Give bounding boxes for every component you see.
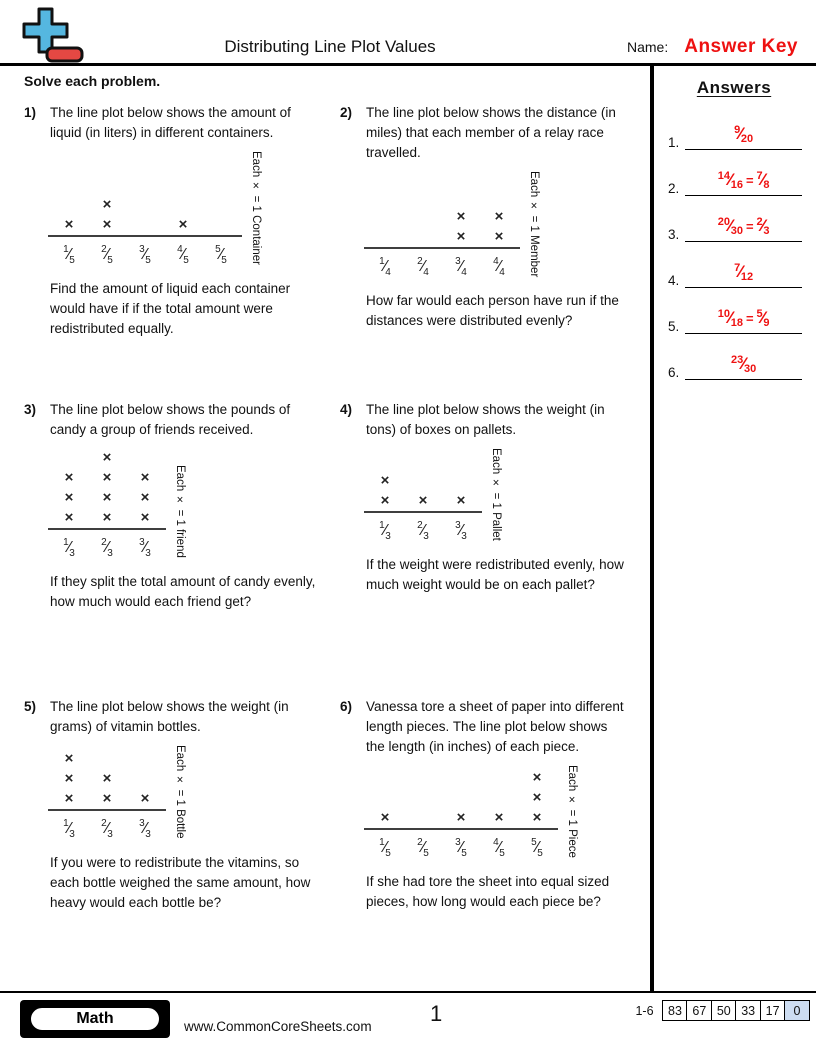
tick-label: $^4⁄_5$ [177, 243, 189, 266]
score-cell: 83 [662, 1000, 688, 1021]
header [0, 0, 816, 66]
problem-number: 1) [24, 105, 37, 120]
line-plot [366, 448, 644, 541]
x-mark: × [64, 769, 74, 787]
score-cells [664, 1000, 810, 1021]
page-title: Distributing Line Plot Values [224, 37, 436, 56]
answer-number: 3. [668, 227, 680, 242]
problem [24, 103, 328, 400]
problem [340, 103, 644, 400]
problem-number: 5) [24, 699, 37, 714]
plot-column [88, 769, 126, 809]
tick-label: $^3⁄_3$ [139, 817, 151, 840]
score-range-label: 1-6 [635, 1003, 654, 1018]
plot-column [366, 471, 404, 511]
line-plot [366, 171, 644, 277]
plot-key-label: Each × = 1 friend [174, 465, 186, 558]
tick-label: $^2⁄_3$ [417, 519, 429, 542]
answer-number: 1. [668, 135, 680, 150]
answer-row [668, 260, 802, 288]
answer-number: 2. [668, 181, 680, 196]
plot-tick-labels [366, 249, 518, 277]
equals-sign: = [745, 219, 754, 234]
x-mark: × [494, 208, 504, 226]
problem-text: The line plot below shows the pounds of candy a group of friends received. [50, 402, 291, 437]
score-cell: 67 [686, 1000, 712, 1021]
problem-text: The line plot below shows the weight (in tons) of boxes on pallets. [366, 402, 605, 437]
answer-blank [685, 306, 802, 334]
problem-statement [24, 103, 328, 143]
x-mark: × [380, 491, 390, 509]
x-mark: × [102, 469, 112, 486]
plot-column [50, 468, 88, 528]
line-plot [366, 765, 644, 858]
answers-column [654, 66, 816, 991]
x-mark: × [64, 489, 74, 506]
answer-row [668, 352, 802, 380]
problem [24, 400, 328, 697]
x-mark: × [102, 489, 112, 506]
x-mark: × [456, 808, 466, 826]
plot-tick-labels [50, 530, 164, 558]
problem-statement [24, 697, 328, 737]
x-mark: × [64, 789, 74, 807]
x-mark: × [102, 789, 112, 807]
problem-question: Find the amount of liquid each container would have if if the total amount were redistributed equally. [50, 280, 291, 336]
line-plot-core [366, 471, 480, 541]
tick-label: $^3⁄_3$ [455, 519, 467, 542]
plot-column [518, 768, 556, 828]
answer-row [668, 214, 802, 242]
problem-question: If she had tore the sheet into equal sized pieces, how long would each piece be? [366, 873, 610, 909]
plot-stacks [50, 448, 164, 528]
answer-fraction: $^5⁄_9$ [756, 308, 770, 329]
line-plot-core [50, 749, 164, 839]
answer-blank [685, 214, 802, 242]
plot-key-label: Each × = 1 Piece [566, 765, 578, 858]
problem-question: How far would each person have run if the distances were distributed evenly? [366, 293, 619, 329]
problem [24, 697, 328, 994]
answers-heading: Answers [696, 78, 772, 97]
plot-stacks [366, 207, 518, 247]
x-mark: × [140, 509, 150, 526]
tick-label: $^2⁄_5$ [101, 243, 113, 266]
plus-icon [24, 9, 67, 52]
footer [0, 991, 816, 1053]
problem-number: 2) [340, 105, 353, 120]
plot-column [442, 491, 480, 511]
tick-label: $^2⁄_5$ [417, 836, 429, 859]
x-mark: × [102, 509, 112, 526]
score-cell: 33 [735, 1000, 761, 1021]
tick-label: $^2⁄_4$ [417, 256, 429, 279]
answer-fraction: $^{23}⁄_{30}$ [731, 354, 757, 375]
plot-column [88, 448, 126, 528]
answer-fraction: $^7⁄_{12}$ [734, 262, 754, 283]
plot-column [50, 749, 88, 809]
x-mark: × [140, 469, 150, 486]
problem [340, 697, 644, 994]
answer-key-label: Answer Key [684, 36, 798, 57]
x-mark: × [178, 215, 188, 233]
problem-question: If they split the total amount of candy evenly, how much would each friend get? [50, 574, 316, 609]
plot-stacks [366, 768, 556, 828]
score-cell: 50 [711, 1000, 737, 1021]
problem-question: If you were to redistribute the vitamins, so each bottle weighed the same amount, how heavy would each bottle be? [50, 854, 311, 910]
problem-statement [340, 103, 644, 163]
plot-column [404, 491, 442, 511]
name-block [627, 36, 798, 58]
answer-fraction: $^{10}⁄_{18}$ [717, 308, 743, 329]
line-plot [50, 151, 328, 265]
x-mark: × [102, 769, 112, 787]
problem-text: The line plot below shows the distance (in miles) that each member of a relay race travelled. [366, 105, 616, 160]
instructions: Solve each problem. [24, 73, 161, 89]
plot-column [50, 215, 88, 235]
x-mark: × [380, 471, 390, 489]
answer-row [668, 122, 802, 150]
problem-text: The line plot below shows the amount of liquid (in liters) in different containers. [50, 105, 291, 140]
problem-question: If the weight were redistributed evenly, how much weight would be on each pallet? [366, 556, 624, 592]
body [0, 66, 816, 991]
x-mark: × [102, 195, 112, 213]
tick-label: $^1⁄_5$ [379, 836, 391, 859]
problem-number: 6) [340, 699, 353, 714]
x-mark: × [456, 228, 466, 246]
x-mark: × [64, 749, 74, 767]
answer-blank [685, 168, 802, 196]
equals-sign: = [745, 311, 754, 326]
problem-statement [340, 400, 644, 440]
problem-number: 4) [340, 402, 353, 417]
problems-grid [24, 103, 644, 994]
x-mark: × [418, 491, 428, 509]
x-mark: × [380, 808, 390, 826]
tick-label: $^1⁄_3$ [63, 817, 75, 840]
plot-column [480, 808, 518, 828]
answer-fraction: $^9⁄_{20}$ [734, 124, 754, 145]
x-mark: × [64, 509, 74, 526]
x-mark: × [64, 215, 74, 233]
plot-column [164, 215, 202, 235]
answer-fraction: $^7⁄_8$ [756, 170, 770, 191]
subject-label: Math [29, 1006, 161, 1032]
plot-column [126, 789, 164, 809]
x-mark: × [532, 768, 542, 786]
page-number: 1 [430, 1001, 443, 1026]
answer-row [668, 168, 802, 196]
plot-tick-labels [366, 830, 556, 858]
x-mark: × [494, 808, 504, 826]
plot-tick-labels [50, 811, 164, 839]
tick-label: $^4⁄_5$ [493, 836, 505, 859]
x-mark: × [456, 208, 466, 226]
score-cell: 0 [784, 1000, 810, 1021]
plot-key-label: Each × = 1 Pallet [490, 448, 502, 541]
plot-key-label: Each × = 1 Container [250, 151, 262, 265]
plot-column [442, 808, 480, 828]
tick-label: $^2⁄_3$ [101, 817, 113, 840]
answer-number: 4. [668, 273, 680, 288]
name-label: Name: [626, 39, 669, 55]
answer-fraction: $^{14}⁄_{16}$ [717, 170, 743, 191]
answer-row [668, 306, 802, 334]
answer-blank [685, 352, 802, 380]
equals-sign: = [745, 173, 754, 188]
line-plot [50, 745, 328, 839]
plot-stacks [50, 749, 164, 809]
tick-label: $^1⁄_4$ [379, 256, 391, 279]
answer-blank [685, 122, 802, 150]
tick-label: $^3⁄_5$ [455, 836, 467, 859]
line-plot [50, 448, 328, 558]
tick-label: $^1⁄_3$ [379, 519, 391, 542]
plot-column [366, 808, 404, 828]
plot-key-label: Each × = 1 Bottle [174, 745, 186, 839]
tick-label: $^5⁄_5$ [531, 836, 543, 859]
answers-list [664, 122, 804, 380]
answer-number: 6. [668, 365, 680, 380]
plot-tick-labels [50, 237, 240, 265]
problem-number: 3) [24, 402, 37, 417]
math-logo [20, 1000, 170, 1038]
problems-area [0, 66, 650, 991]
score-cell: 17 [760, 1000, 786, 1021]
plot-column [442, 207, 480, 247]
plot-column [126, 468, 164, 528]
problem-text: The line plot below shows the weight (in grams) of vitamin bottles. [50, 699, 289, 734]
x-mark: × [456, 491, 466, 509]
website-url: www.CommonCoreSheets.com [184, 1019, 372, 1034]
score-bar [635, 1000, 810, 1021]
plot-key-label: Each × = 1 Member [528, 171, 540, 278]
x-mark: × [532, 808, 542, 826]
answer-number: 5. [668, 319, 680, 334]
line-plot-core [50, 448, 164, 558]
plot-tick-labels [366, 513, 480, 541]
problem-statement [340, 697, 644, 757]
problem [340, 400, 644, 697]
line-plot-core [50, 195, 240, 265]
tick-label: $^1⁄_3$ [63, 537, 75, 559]
tick-label: $^3⁄_5$ [139, 243, 151, 266]
tick-label: $^3⁄_3$ [139, 537, 151, 559]
x-mark: × [102, 449, 112, 466]
tick-label: $^1⁄_5$ [63, 243, 75, 266]
answer-fraction: $^2⁄_3$ [756, 216, 770, 237]
x-mark: × [140, 789, 150, 807]
line-plot-core [366, 768, 556, 858]
plot-column [480, 207, 518, 247]
answer-fraction: $^{20}⁄_{30}$ [717, 216, 743, 237]
x-mark: × [494, 228, 504, 246]
problem-statement [24, 400, 328, 440]
plot-stacks [50, 195, 240, 235]
x-mark: × [102, 215, 112, 233]
x-mark: × [532, 788, 542, 806]
tick-label: $^3⁄_4$ [455, 256, 467, 279]
tick-label: $^5⁄_5$ [215, 243, 227, 266]
answer-blank [685, 260, 802, 288]
plot-stacks [366, 471, 480, 511]
problem-text: Vanessa tore a sheet of paper into different length pieces. The line plot below shows the length (in inches) of each piece. [366, 699, 624, 754]
line-plot-core [366, 207, 518, 277]
x-mark: × [64, 469, 74, 486]
x-mark: × [140, 489, 150, 506]
plot-column [88, 195, 126, 235]
tick-label: $^2⁄_3$ [101, 537, 113, 559]
tick-label: $^4⁄_4$ [493, 256, 505, 279]
